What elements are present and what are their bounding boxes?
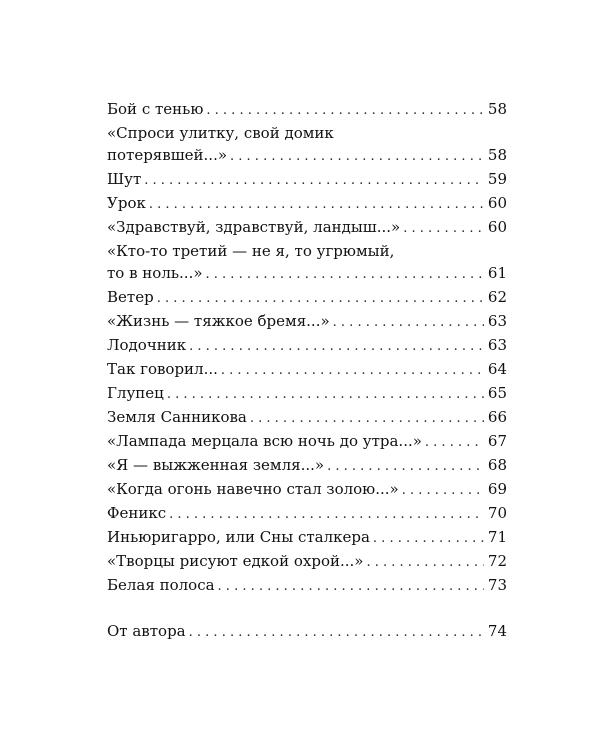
toc-row — [107, 382, 507, 406]
dot-leader — [250, 408, 484, 430]
dot-leader — [149, 194, 484, 216]
toc-entry-page: 67 — [487, 432, 507, 450]
toc-entry — [107, 382, 507, 406]
toc-entry-page: 58 — [487, 100, 507, 118]
toc-row — [107, 168, 507, 192]
toc-row — [107, 262, 507, 286]
toc-entry-page: 73 — [487, 576, 507, 594]
toc-entry — [107, 310, 507, 334]
toc-row — [107, 144, 507, 168]
toc-entry — [107, 574, 507, 598]
toc-entry — [107, 168, 507, 192]
toc-entry — [107, 406, 507, 430]
toc-entry — [107, 122, 507, 168]
toc-entry-title: Глупец — [107, 384, 164, 402]
toc-entry-page: 63 — [487, 336, 507, 354]
toc-entry-page: 68 — [487, 456, 507, 474]
toc-entry-title: Лодочник — [107, 336, 187, 354]
toc-entry-page: 72 — [487, 552, 507, 570]
toc-entry-page: 62 — [487, 288, 507, 306]
toc-entry-page: 66 — [487, 408, 507, 426]
dot-leader — [402, 480, 484, 502]
toc-row — [107, 98, 507, 122]
toc-entry-title: потерявшей...» — [107, 146, 228, 164]
dot-leader — [327, 456, 484, 478]
toc-entry-page: 59 — [487, 170, 507, 188]
toc-row — [107, 502, 507, 526]
toc-entry-page: 60 — [487, 194, 507, 212]
toc-entry-title: Ветер — [107, 288, 154, 306]
toc-entry — [107, 358, 507, 382]
toc-row — [107, 454, 507, 478]
toc-entry — [107, 98, 507, 122]
toc-entry-title: Так говорил... — [107, 360, 218, 378]
toc-entry-title: Феникс — [107, 504, 167, 522]
dot-leader — [373, 528, 484, 550]
toc-row — [107, 192, 507, 216]
toc-entry-page: 58 — [487, 146, 507, 164]
toc-entry — [107, 478, 507, 502]
toc-row — [107, 406, 507, 430]
toc-entry-page: 64 — [487, 360, 507, 378]
toc-entry-page: 60 — [487, 218, 507, 236]
toc-entry-title-line1: «Кто-то третий — не я, то угрюмый, — [107, 242, 395, 260]
toc-entry-title: «Жизнь — тяжкое бремя...» — [107, 312, 330, 330]
dot-leader — [218, 576, 484, 598]
toc-entry-page: 61 — [487, 264, 507, 282]
table-of-contents — [107, 98, 507, 644]
dot-leader — [157, 288, 484, 310]
toc-entry-page: 69 — [487, 480, 507, 498]
toc-entry-title: Урок — [107, 194, 146, 212]
toc-entry-title-line1: «Спроси улитку, свой домик — [107, 124, 334, 142]
dot-leader — [144, 170, 484, 192]
toc-entry — [107, 550, 507, 574]
dot-leader — [221, 360, 484, 382]
toc-entry — [107, 454, 507, 478]
dot-leader — [189, 336, 484, 358]
toc-entry — [107, 240, 507, 286]
dot-leader — [230, 146, 484, 168]
toc-entry-title: Земля Санникова — [107, 408, 247, 426]
toc-entry-title: Бой с тенью — [107, 100, 204, 118]
toc-row — [107, 216, 507, 240]
toc-entry-page: 74 — [487, 622, 507, 640]
toc-entry-title: то в ноль...» — [107, 264, 203, 282]
toc-entry-page: 63 — [487, 312, 507, 330]
dot-leader — [189, 622, 484, 644]
dot-leader — [206, 264, 484, 286]
toc-entry — [107, 430, 507, 454]
dot-leader — [206, 100, 484, 122]
toc-entry-title: «Здравствуй, здравствуй, ландыш...» — [107, 218, 401, 236]
section-spacer — [107, 598, 507, 620]
toc-row — [107, 334, 507, 358]
toc-entry — [107, 286, 507, 310]
toc-entry-page: 71 — [487, 528, 507, 546]
toc-row — [107, 286, 507, 310]
toc-entry-page: 70 — [487, 504, 507, 522]
toc-entry-title: Шут — [107, 170, 142, 188]
toc-entry — [107, 216, 507, 240]
toc-entry — [107, 502, 507, 526]
dot-leader — [425, 432, 484, 454]
toc-entry-title: «Лампада мерцала всю ночь до утра...» — [107, 432, 422, 450]
dot-leader — [403, 218, 484, 240]
dot-leader — [333, 312, 484, 334]
toc-row — [107, 358, 507, 382]
toc-entry-title: Белая полоса — [107, 576, 215, 594]
toc-entry-title: От автора — [107, 622, 186, 640]
toc-entry — [107, 192, 507, 216]
toc-row — [107, 478, 507, 502]
toc-row — [107, 310, 507, 334]
toc-row — [107, 550, 507, 574]
toc-entry-page: 65 — [487, 384, 507, 402]
toc-row — [107, 430, 507, 454]
toc-row — [107, 620, 507, 644]
dot-leader — [167, 384, 484, 406]
dot-leader — [169, 504, 484, 526]
toc-entry-title: Иньюригарро, или Сны сталкера — [107, 528, 370, 546]
toc-entry-title: «Творцы рисуют едкой охрой...» — [107, 552, 364, 570]
toc-row — [107, 574, 507, 598]
toc-entry — [107, 526, 507, 550]
toc-entry-title: «Когда огонь навечно стал золою...» — [107, 480, 399, 498]
toc-entry — [107, 334, 507, 358]
toc-entry-title: «Я — выжженная земля...» — [107, 456, 325, 474]
dot-leader — [366, 552, 483, 574]
toc-row — [107, 526, 507, 550]
toc-entry-afterword — [107, 620, 507, 644]
